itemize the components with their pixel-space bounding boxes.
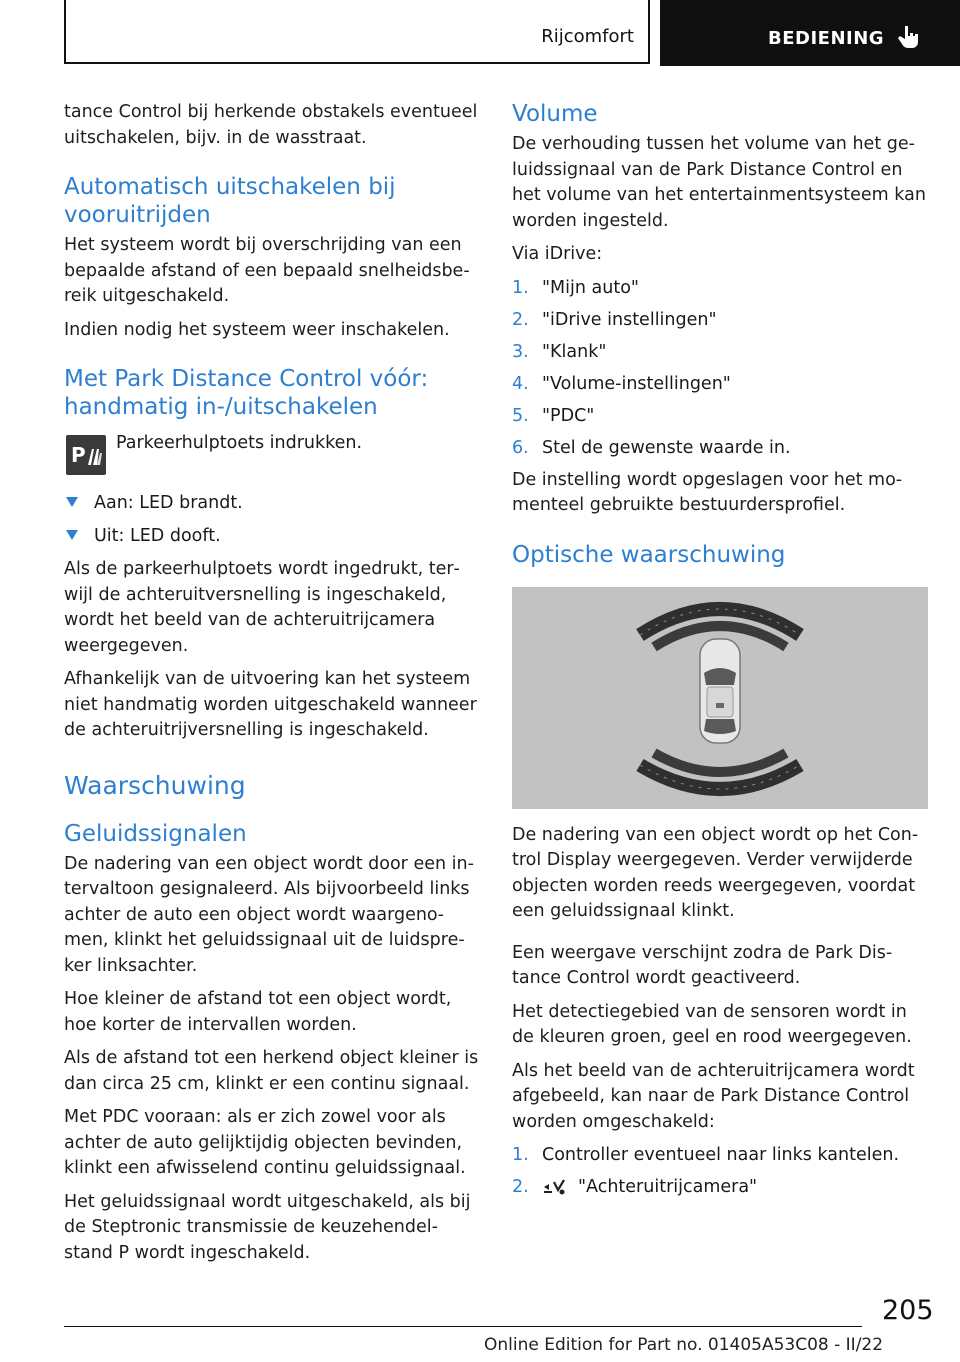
header-section-box [64,0,650,64]
parking-assist-button-icon [66,435,106,475]
footer-rule [64,1326,862,1327]
list-item: 2. "iDrive instellingen" [512,309,717,330]
paragraph: Een weergave verschijnt zodra de Park Distance Control wordt geactiveerd. [512,942,893,988]
car-sensor-illustration [512,587,928,809]
list-item: 1. "Mijn auto" [512,277,639,298]
paragraph: Het detectiegebied van de sensoren wordt in de kleuren groen, geel en rood weergegeven. [512,1001,912,1047]
list-item: Uit: LED dooft. [64,524,480,549]
section-title: Rijcomfort [541,26,634,47]
heading-optical-warning: Optische waarschuwing [512,541,786,568]
page-number: 205 [882,1295,934,1326]
pdc-display-figure [512,587,928,809]
paragraph: Als de afstand tot een herkend object kleiner is dan circa 25 cm, klinkt er een continu signaal. [64,1048,479,1094]
hand-pointer-icon [896,24,922,50]
heading-volume: Volume [512,101,598,127]
paragraph: Hoe kleiner de afstand tot een object wordt, hoe korter de intervallen worden. [64,989,452,1035]
paragraph: Afhankelijk van de uitvoering kan het systeem niet handmatig worden uitgeschakeld wanneer de achteruitrijversnelling is ingeschakeld. [64,669,477,740]
paragraph: Met PDC vooraan: als er zich zowel voor als achter de auto gelijktijdig objecten bevinden, klinkt een afwisselend continu geluidssignaal. [64,1107,466,1178]
paragraph: Het systeem wordt bij overschrijding van een bepaalde afstand of een bepaald snelheidsbereik uitgeschakeld. [64,235,470,306]
heading-warning: Waarschuwing [64,770,246,800]
list-item: 2. "Achteruitrijcamera" [512,1177,758,1197]
paragraph: Indien nodig het systeem weer inschakelen. [64,319,450,340]
parking-button-row [64,431,480,479]
camera-switch-steps [512,1143,928,1200]
list-item: 6. Stel de gewenste waarde in. [512,437,791,458]
header-chapter-box [660,0,960,66]
left-column [64,100,480,1274]
heading-sound-signals: Geluidssignalen [64,820,247,847]
paragraph: De nadering van een object wordt door een intervaltoon gesignaleerd. Als bijvoorbeeld links achter de auto een object wordt waargenomen, klinkt het geluidssignaal uit de luidspreker linksachter. [64,853,474,976]
list-item: 1. Controller eventueel naar links kantelen. [512,1145,900,1165]
footer-edition: Online Edition for Part no. 01405A53C08 - II/22 [484,1335,884,1355]
triangle-bullet-icon [66,530,78,540]
idrive-steps [512,276,928,461]
paragraph: De instelling wordt opgeslagen voor het momenteel gebruikte bestuurdersprofiel. [512,469,903,515]
paragraph: Via iDrive: [512,244,603,264]
paragraph: Als de parkeerhulptoets wordt ingedrukt, terwijl de achteruitversnelling is ingeschakeld, wordt het beeld van de achteruitrijcamera weergegeven. [64,559,460,656]
list-item: 5. "PDC" [512,405,595,426]
chapter-title: BEDIENING [768,28,885,49]
intro-paragraph: tance Control bij herkende obstakels eventueel uitschakelen, bijv. in de wasstraat. [64,102,478,148]
svg-text:P: P [71,443,86,467]
right-column [512,100,928,1207]
heading-manual: Met Park Distance Control vóór: handmatig in-/uitschakelen [64,366,429,420]
list-item: 3. "Klank" [512,341,607,362]
heading-auto-off: Automatisch uitschakelen bij vooruitrijden [64,174,396,228]
rear-camera-icon [542,1178,568,1196]
triangle-bullet-icon [66,497,78,507]
button-instruction: Parkeerhulptoets indrukken. [116,433,363,453]
paragraph: De nadering van een object wordt op het Control Display weergegeven. Verder verwijderde objecten worden reeds weergegeven, voordat een geluidssignaal klinkt. [512,824,919,921]
paragraph: De verhouding tussen het volume van het geluidssignaal van de Park Distance Control en het volume van het entertainmentsysteem kan worden ingesteld. [512,134,926,231]
paragraph: Het geluidssignaal wordt uitgeschakeld, als bij de Steptronic transmissie de keuzehendelstand P wordt ingeschakeld. [64,1191,471,1263]
paragraph: Als het beeld van de achteruitrijcamera wordt afgebeeld, kan naar de Park Distance Control worden omgeschakeld: [512,1060,915,1132]
list-item: Aan: LED brandt. [64,491,480,516]
list-item: 4. "Volume-instellingen" [512,373,731,394]
